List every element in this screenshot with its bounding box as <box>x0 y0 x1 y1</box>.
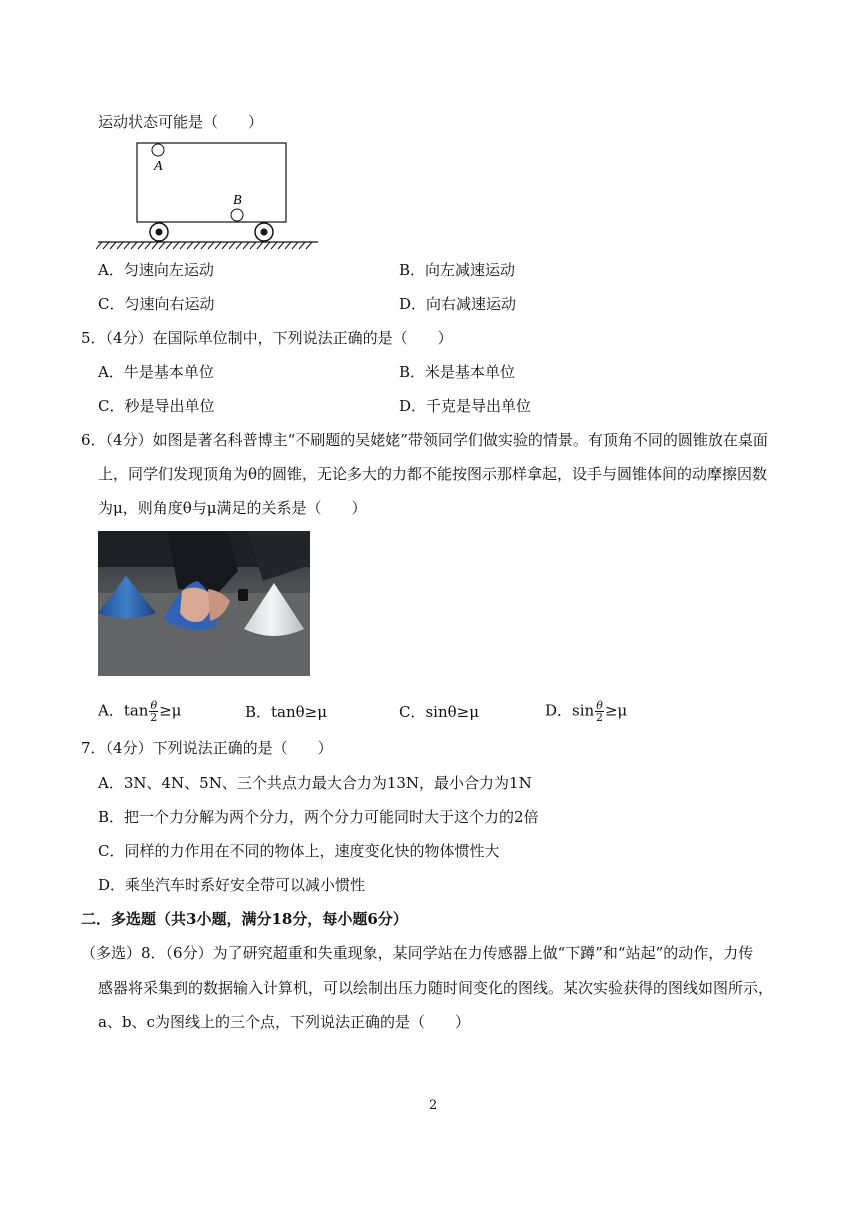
hatch-mark <box>250 242 256 249</box>
hatch-mark <box>138 242 144 249</box>
hatch-mark <box>299 242 305 249</box>
fraction-numerator: θ <box>150 699 158 712</box>
hatch-mark <box>96 242 102 249</box>
fraction-denominator: 2 <box>150 711 158 724</box>
q4-option-d: D．向右减速运动 <box>399 295 517 313</box>
hatch-mark <box>187 242 193 249</box>
hatch-mark <box>103 242 109 249</box>
q7-option-a: A．3N、4N、5N、三个共点力最大合力为13N，最小合力为1N <box>98 774 532 792</box>
hatch-mark <box>201 242 207 249</box>
cones-photo <box>98 531 310 676</box>
section-2-heading: 二．多选题（共3小题，满分18分，每小题6分） <box>81 910 408 928</box>
hatch-mark <box>306 242 312 249</box>
ground-hatching <box>96 242 312 249</box>
hatch-mark <box>243 242 249 249</box>
hatch-mark <box>257 242 263 249</box>
hatch-mark <box>124 242 130 249</box>
q4-option-b: B．向左减速运动 <box>399 261 516 279</box>
photo-watch <box>238 589 248 601</box>
hatch-mark <box>166 242 172 249</box>
hatch-mark <box>292 242 298 249</box>
q6-option-d-suffix: ≥μ <box>604 701 628 720</box>
q8-stem-line-2: 感器将采集到的数据输入计算机，可以绘制出压力随时间变化的图线。某次实验获得的图线如图所示， <box>98 979 774 997</box>
hatch-mark <box>117 242 123 249</box>
hatch-mark <box>180 242 186 249</box>
hatch-mark <box>229 242 235 249</box>
wheel-right-hub <box>261 229 268 236</box>
ball-b-label: B <box>233 193 242 208</box>
hatch-mark <box>173 242 179 249</box>
hatch-mark <box>236 242 242 249</box>
hatch-mark <box>264 242 270 249</box>
q4-option-c: C．匀速向右运动 <box>98 295 215 313</box>
hatch-mark <box>159 242 165 249</box>
q5-stem: 5．（4分）在国际单位制中，下列说法正确的是（ ） <box>81 329 453 347</box>
hatch-mark <box>278 242 284 249</box>
hatch-mark <box>285 242 291 249</box>
q6-option-d-prefix: D．sin <box>545 701 595 720</box>
q7-stem: 7．（4分）下列说法正确的是（ ） <box>81 739 333 757</box>
fraction-numerator: θ <box>596 699 603 712</box>
q5-option-a: A．牛是基本单位 <box>98 363 214 381</box>
hatch-mark <box>208 242 214 249</box>
q4-option-a: A．匀速向左运动 <box>98 261 214 279</box>
q6-option-a-suffix: ≥μ <box>159 701 182 720</box>
q8-stem-line-3: a、b、c为图线上的三个点，下列说法正确的是（ ） <box>98 1013 470 1031</box>
q5-option-b: B．米是基本单位 <box>399 363 516 381</box>
theta-over-2-fraction <box>149 700 158 723</box>
q7-option-b: B．把一个力分解为两个分力，两个分力可能同时大于这个力的2倍 <box>98 808 539 826</box>
cart-figure <box>96 138 326 253</box>
q6-option-a <box>98 700 181 723</box>
cart-body <box>137 143 286 222</box>
q7-option-c: C．同样的力作用在不同的物体上，速度变化快的物体惯性大 <box>98 842 500 860</box>
hatch-mark <box>145 242 151 249</box>
theta-over-2-fraction <box>595 700 604 723</box>
hatch-mark <box>131 242 137 249</box>
fraction-denominator: 2 <box>596 711 603 724</box>
hatch-mark <box>152 242 158 249</box>
hatch-mark <box>215 242 221 249</box>
q6-stem-line-1: 6．（4分）如图是著名科普博主“不刷题的吴姥姥”带领同学们做实验的情景。有顶角不同的圆锥放在桌面 <box>81 431 768 449</box>
q5-option-d: D．千克是导出单位 <box>399 397 532 415</box>
q6-option-a-prefix: A．tan <box>98 701 149 720</box>
q6-stem-line-3: 为μ，则角度θ与μ满足的关系是（ ） <box>98 499 367 517</box>
wheel-left-hub <box>156 229 163 236</box>
q6-option-d <box>545 700 627 723</box>
page-number: 2 <box>429 1098 438 1113</box>
q6-option-c: C．sinθ≥μ <box>399 703 479 721</box>
hatch-mark <box>194 242 200 249</box>
q4-stem-tail: 运动状态可能是（ ） <box>98 113 264 131</box>
hatch-mark <box>110 242 116 249</box>
ball-a <box>152 144 164 156</box>
ball-a-label: A <box>154 159 163 174</box>
hatch-mark <box>271 242 277 249</box>
q6-stem-line-2: 上，同学们发现顶角为θ的圆锥，无论多大的力都不能按图示那样拿起，设手与圆锥体间的动摩擦因数 <box>98 465 768 483</box>
q8-stem-line-1: （多选）8．（6分）为了研究超重和失重现象，某同学站在力传感器上做“下蹲”和“站起”的动作，力传 <box>81 944 754 962</box>
q5-option-c: C．秒是导出单位 <box>98 397 215 415</box>
hatch-mark <box>222 242 228 249</box>
ball-b <box>231 209 243 221</box>
q7-option-d: D．乘坐汽车时系好安全带可以减小惯性 <box>98 876 366 894</box>
q6-option-b: B．tanθ≥μ <box>245 703 328 721</box>
